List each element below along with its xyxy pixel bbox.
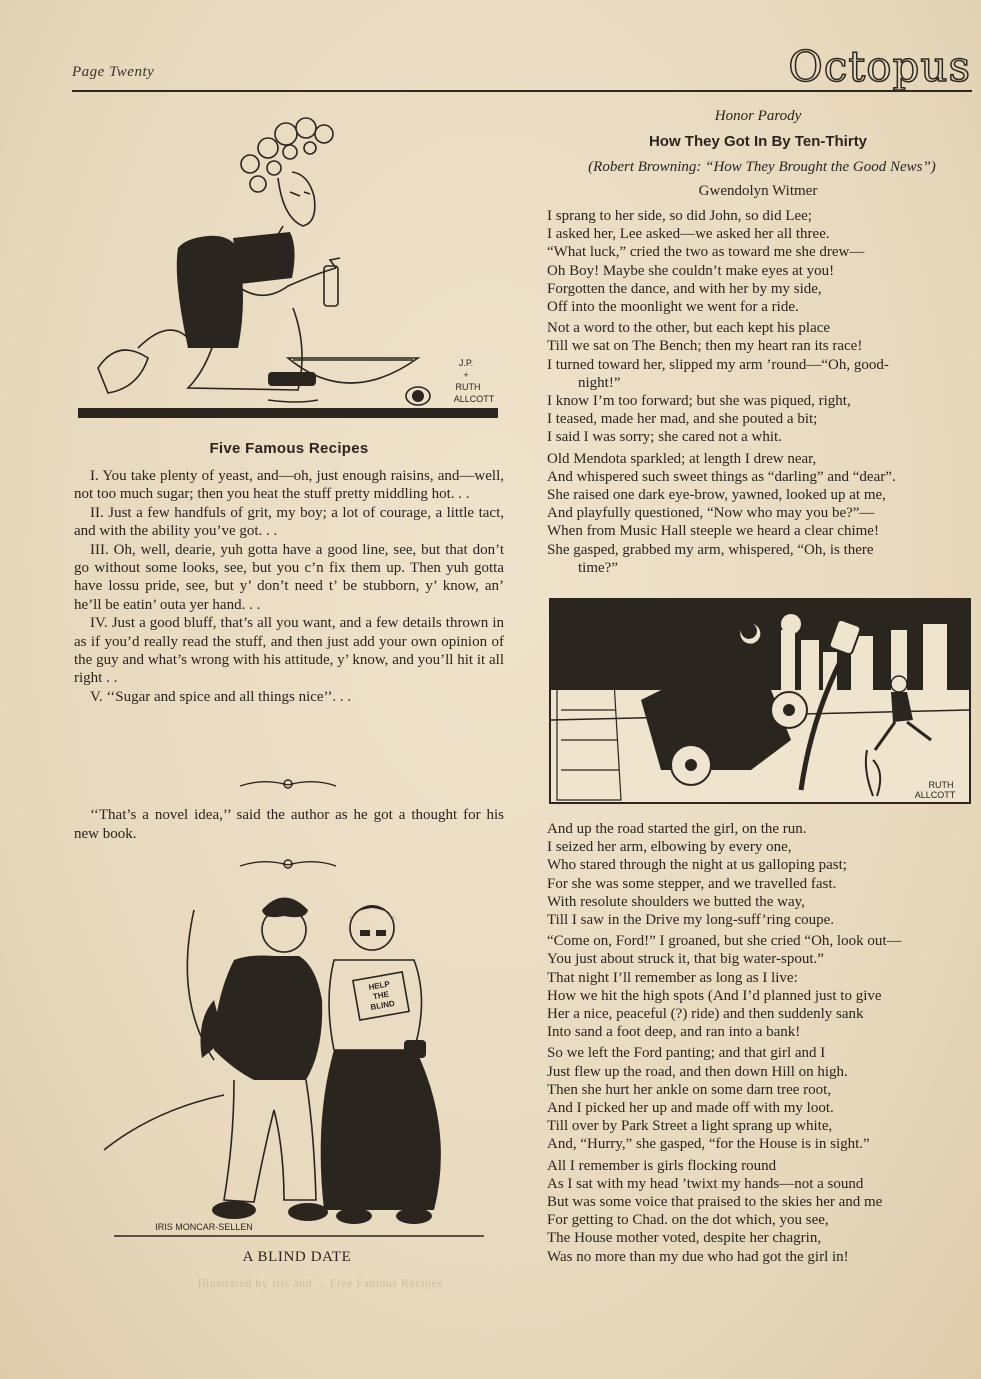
cook-signature-line-2: + <box>463 370 469 380</box>
poem-line: And I picked her up and made off with my loot. <box>547 1100 834 1117</box>
parody-source: (Robert Browning: “How They Brought the Good News”) <box>588 159 936 175</box>
poem-line: I turned toward her, slipped my arm ’round—“Oh, good- <box>547 356 889 373</box>
poem-stanza <box>547 450 977 577</box>
poem-line: But was some voice that praised to the skies her and me <box>547 1194 883 1211</box>
poem-stanza <box>547 207 977 316</box>
parody-section-continued <box>547 820 977 1269</box>
poem-line: Old Mendota sparkled; at length I drew near, <box>547 450 817 467</box>
poem-line: And, “Hurry,” she gasped, “for the House is in sight.” <box>547 1136 870 1153</box>
car-signature-line-2: ALLCOTT <box>914 790 956 800</box>
ornament-divider <box>238 856 338 872</box>
recipe-item: II. Just a few handfuls of grit, my boy; a lot of courage, a little tact, and with the ability you’ve got. . . <box>74 504 504 540</box>
parody-label: Honor Parody <box>714 108 802 124</box>
recipe-item: V. ‘‘Sugar and spice and all things nice’’. . . <box>90 688 352 705</box>
parody-section <box>547 108 977 580</box>
parody-author: Gwendolyn Witmer <box>698 183 818 199</box>
poem-line: So we left the Ford panting; and that girl and I <box>547 1045 826 1062</box>
poem-line: Then she hurt her ankle on some darn tree root, <box>547 1081 832 1098</box>
blind-date-illustration <box>84 880 504 1240</box>
poem-line: That night I’ll remember as long as I live: <box>547 969 798 986</box>
recipe-item: I. You take plenty of yeast, and—oh, just enough raisins, and—well, not too much sugar; then you heat the stuff pretty middling hot. . . <box>74 468 504 503</box>
poem-line: “What luck,” cried the two as toward me she drew— <box>547 244 865 261</box>
sign-line-1: HELP <box>367 979 391 992</box>
blind-date-signature: IRIS MONCAR-SELLEN <box>155 1222 253 1232</box>
poem-line: I asked her, Lee asked—we asked her all three. <box>547 226 830 243</box>
poem-line: Into sand a foot deep, and ran into a bank! <box>547 1024 801 1041</box>
poem-stanza <box>547 319 977 446</box>
faded-bleed-text: Illustrated by Iris and ... Five Famous Recipes <box>197 1276 443 1290</box>
poem-line: And playfully questioned, “Now who may you be?”— <box>547 505 875 522</box>
poem-line: Till we sat on The Bench; then my heart ran its race! <box>547 338 863 355</box>
poem-line: Till I saw in the Drive my long-suff’ring coupe. <box>547 912 835 929</box>
poem-line: And up the road started the girl, on the run. <box>547 821 807 837</box>
magazine-title: Octopus <box>788 42 971 91</box>
poem-line: She gasped, grabbed my arm, whispered, “Oh, is there <box>547 541 874 558</box>
ornament-divider <box>238 776 338 792</box>
poem-line: “Come on, Ford!” I groaned, but she cried “Oh, look out— <box>547 933 902 950</box>
cook-signature-line-3: RUTH <box>455 382 481 392</box>
car-signature-line-1: RUTH <box>928 780 954 790</box>
poem-stanza <box>547 1044 977 1153</box>
poem-line: Who stared through the night at us galloping past; <box>547 857 847 874</box>
poem-line: Oh Boy! Maybe she couldn’t make eyes at you! <box>547 262 835 279</box>
recipes-title: Five Famous Recipes <box>209 440 369 457</box>
poem-line: Just flew up the road, and then down Hill on high. <box>547 1063 848 1080</box>
sign-line-2: THE <box>372 989 390 1002</box>
poem-line: Forgotten the dance, and with her by my side, <box>547 280 822 297</box>
recipe-item: III. Oh, well, dearie, yuh gotta have a good line, see, but that don’t go without some looks, see, but you c’n fix them up. Then yuh gotta have lossu pride, see, but y’ don’t need t’ be stubborn, y’ know, an’ he’ll be eatin’ outa yer hand. . . <box>74 541 504 613</box>
poem-line: The House mother voted, despite her chagrin, <box>547 1230 822 1247</box>
poem-line: Not a word to the other, but each kept his place <box>547 320 831 337</box>
header-rule <box>72 90 972 92</box>
poem-line: time?” <box>578 559 618 576</box>
poem-line: You just about struck it, that big water-spout.” <box>547 951 824 968</box>
poem-line: I sprang to her side, so did John, so did Lee; <box>547 208 812 224</box>
poem-line: I said I was sorry; she cared not a whit. <box>547 429 782 446</box>
cook-illustration <box>78 108 498 428</box>
poem-line: As I sat with my head ’twixt my hands—not a sound <box>547 1175 864 1192</box>
poem-stanza <box>547 932 977 1041</box>
poem-stanza <box>547 1157 977 1266</box>
page-number-label: Page Twenty <box>72 64 155 80</box>
poem-line: Till over by Park Street a light sprang up white, <box>547 1118 833 1135</box>
sign-line-3: BLIND <box>369 998 396 1012</box>
poem-line: I teased, made her mad, and she pouted a bit; <box>547 411 818 428</box>
poem-line: And whispered such sweet things as “darling” and “dear”. <box>547 468 896 485</box>
poem-stanza <box>547 820 977 929</box>
poem-line: Off into the moonlight we went for a ride. <box>547 299 799 316</box>
cook-signature-line-1: J.P. <box>458 358 474 368</box>
poem-line: When from Music Hall steeple we heard a clear chime! <box>547 523 879 540</box>
novel-idea-joke: ‘‘That’s a novel idea,’’ said the author as he got a thought for his new book. <box>74 807 504 842</box>
recipe-item: IV. Just a good bluff, that’s all you want, and a few details thrown in as if you’d really read the stuff, and then just add your own opinion of the guy and what’s wrong with his attitude, y’ know, and you’ll hit it all right . . <box>74 615 504 687</box>
parody-title: How They Got In By Ten-Thirty <box>648 133 868 150</box>
car-chase-illustration <box>549 598 971 804</box>
recipes-section <box>74 440 504 706</box>
poem-line: I seized her arm, elbowing by every one, <box>547 839 792 856</box>
poem-line: For getting to Chad. on the dot which, you see, <box>547 1212 829 1229</box>
poem-line: Her a nice, peaceful (?) ride) and then suddenly sank <box>547 1006 864 1023</box>
poem-line: How we hit the high spots (And I’d planned just to give <box>547 987 882 1004</box>
poem-line: She raised one dark eye-brow, yawned, looked up at me, <box>547 487 886 504</box>
poem-line: With resolute shoulders we butted the way, <box>547 893 805 910</box>
poem-line: All I remember is girls flocking round <box>547 1157 777 1174</box>
poem-line: I know I’m too forward; but she was piqued, right, <box>547 393 851 410</box>
cook-signature-line-4: ALLCOTT <box>453 394 495 404</box>
poem-line: For she was some stepper, and we travelled fast. <box>547 875 837 892</box>
blind-date-caption: A BLIND DATE <box>242 1249 352 1265</box>
poem-line: night!” <box>578 374 621 391</box>
poem-line: Was no more than my due who had got the girl in! <box>547 1248 849 1265</box>
